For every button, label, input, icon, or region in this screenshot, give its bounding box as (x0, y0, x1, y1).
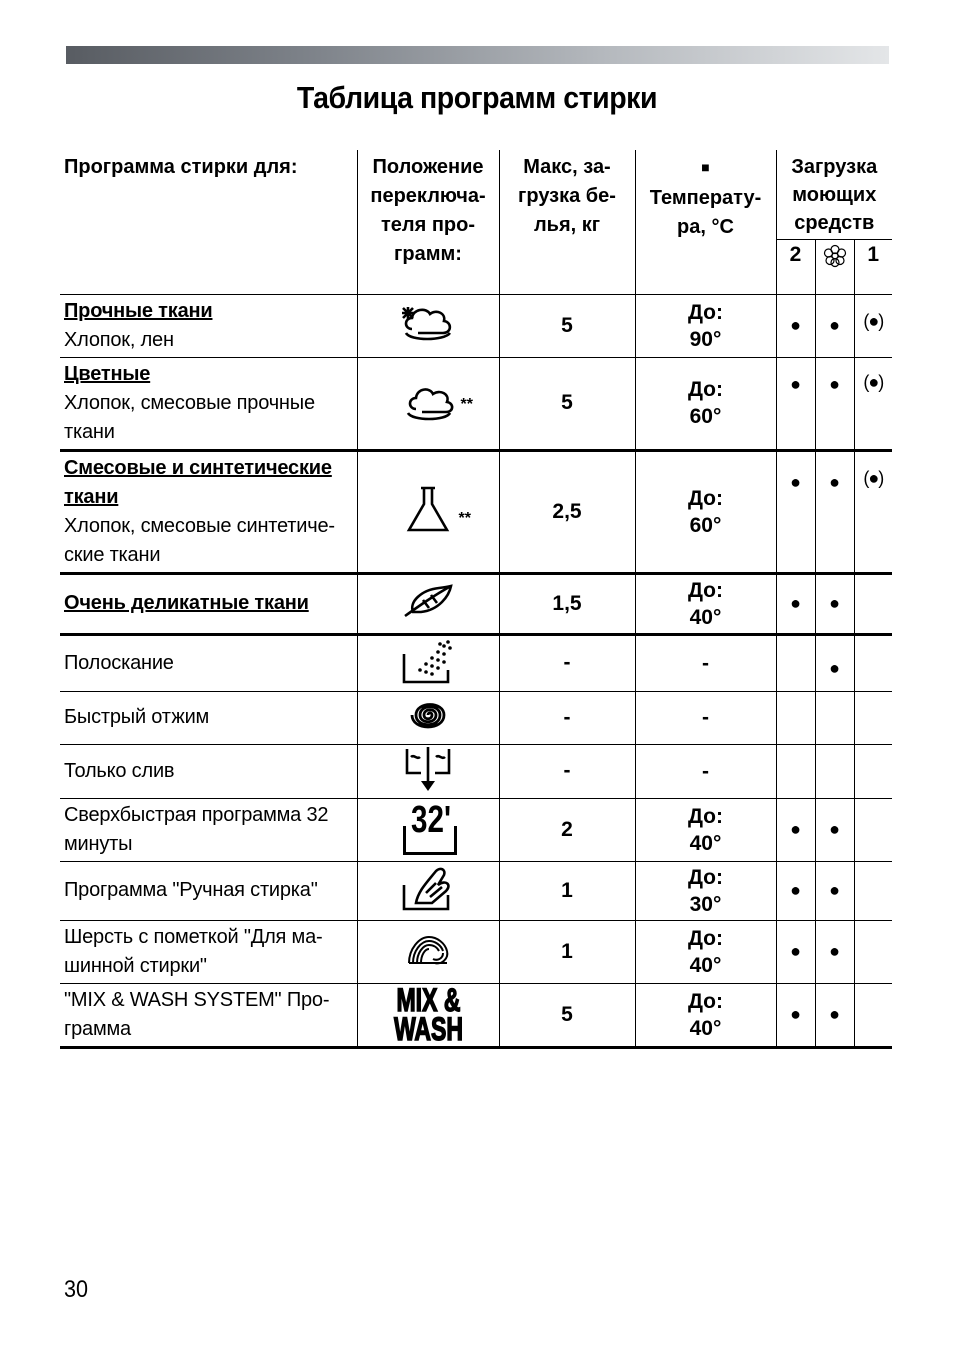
detergent-2: ● (776, 357, 815, 450)
detergent-2: ● (776, 294, 815, 357)
program-icon-cell (357, 634, 499, 691)
wool-icon (405, 929, 451, 969)
max-load: - (499, 691, 635, 744)
program-icon-cell (357, 573, 499, 634)
detergent-flower: ● (815, 450, 854, 573)
program-icon-cell (357, 450, 499, 573)
program-icon-cell (357, 357, 499, 450)
table-row (60, 573, 892, 634)
program-name: Прочные ткани Хлопок, лен (60, 294, 357, 357)
temperature: До: 30° (635, 861, 776, 920)
temperature: До: 40° (635, 920, 776, 983)
temperature: До: 60° (635, 357, 776, 450)
detergent-1 (854, 920, 892, 983)
program-name: "MIX & WASH SYSTEM" Про- грамма (60, 983, 357, 1047)
detergent-flower (815, 744, 854, 798)
max-load: 2 (499, 798, 635, 861)
max-load: 1 (499, 920, 635, 983)
temperature: До: 60° (635, 450, 776, 573)
program-name: Быстрый отжим (60, 691, 357, 744)
stars-mark: ** (458, 509, 471, 527)
detergent-1 (854, 744, 892, 798)
table-row (60, 744, 892, 798)
program-icon-cell (357, 983, 499, 1047)
table-row (60, 861, 892, 920)
detergent-flower: ● (815, 920, 854, 983)
program-name: Полоскание (60, 634, 357, 691)
detergent-2: ● (776, 573, 815, 634)
detergent-2: ● (776, 450, 815, 573)
detergent-flower: ● (815, 983, 854, 1047)
synthetic-flask-icon (403, 484, 453, 534)
detergent-1 (854, 798, 892, 861)
rinse-icon (400, 636, 456, 686)
program-icon-cell (357, 798, 499, 861)
temperature: До: 40° (635, 573, 776, 634)
quick-32-icon (401, 798, 455, 856)
max-load: 2,5 (499, 450, 635, 573)
max-load: - (499, 744, 635, 798)
cotton-colored-icon (400, 379, 456, 423)
max-load: 5 (499, 294, 635, 357)
delicate-feather-icon (399, 582, 457, 620)
program-icon-cell (357, 861, 499, 920)
spin-spiral-icon (408, 695, 448, 735)
detergent-flower: ● (815, 634, 854, 691)
page-title: Таблица программ стирки (296, 80, 658, 115)
detergent-1 (854, 691, 892, 744)
detergent-1 (854, 983, 892, 1047)
table-row (60, 634, 892, 691)
col-header-temperature: ■ Температу- ра, °С (635, 150, 776, 294)
detergent-2: ● (776, 920, 815, 983)
temperature: До: 40° (635, 798, 776, 861)
detergent-2 (776, 634, 815, 691)
detergent-2: ● (776, 861, 815, 920)
drain-icon (403, 745, 453, 793)
detergent-1: (●) (854, 357, 892, 450)
detergent-1 (854, 861, 892, 920)
detergent-2: ● (776, 983, 815, 1047)
wash-program-table (60, 150, 892, 1049)
mix-wash-icon: MIX & WASH (393, 981, 463, 1047)
max-load: 5 (499, 983, 635, 1047)
detergent-2: ● (776, 798, 815, 861)
detergent-slot-1: 1 (854, 239, 892, 294)
detergent-slot-2: 2 (776, 239, 815, 294)
detergent-1: (●) (854, 450, 892, 573)
col-header-program: Программа стирки для: (60, 150, 357, 294)
max-load: - (499, 634, 635, 691)
program-icon-cell (357, 294, 499, 357)
max-load: 1 (499, 861, 635, 920)
program-name: Сверхбыстрая программа 32 минуты (60, 798, 357, 861)
detergent-1 (854, 573, 892, 634)
detergent-flower: ● (815, 294, 854, 357)
program-icon-cell (357, 744, 499, 798)
detergent-flower (815, 691, 854, 744)
detergent-flower: ● (815, 357, 854, 450)
program-name: Только слив (60, 744, 357, 798)
hand-wash-icon (400, 863, 456, 913)
max-load: 5 (499, 357, 635, 450)
detergent-2 (776, 744, 815, 798)
table-row (60, 798, 892, 861)
table-row (60, 983, 892, 1047)
program-icon-cell (357, 691, 499, 744)
detergent-2 (776, 691, 815, 744)
table-row (60, 450, 892, 573)
program-name: Смесовые и синтетические ткани Хлопок, смесовые синтетиче- ские ткани (60, 450, 357, 573)
table-row (60, 691, 892, 744)
header-gradient-bar (66, 46, 889, 64)
detergent-1: (●) (854, 294, 892, 357)
max-load: 1,5 (499, 573, 635, 634)
temperature: - (635, 744, 776, 798)
program-name: Цветные Хлопок, смесовые прочные ткани (60, 357, 357, 450)
table-row (60, 920, 892, 983)
program-name: Очень деликатные ткани (60, 573, 357, 634)
square-mark: ■ (701, 159, 710, 175)
program-name: Программа "Ручная стирка" (60, 861, 357, 920)
temperature: - (635, 634, 776, 691)
program-name: Шерсть с пометкой "Для ма- шинной стирки" (60, 920, 357, 983)
table-row (60, 294, 892, 357)
detergent-1 (854, 634, 892, 691)
temperature: До: 40° (635, 983, 776, 1047)
detergent-flower: ● (815, 573, 854, 634)
cotton-intensive-icon (398, 301, 458, 345)
col-header-load: Макс, за- грузка бе- лья, кг (499, 150, 635, 294)
temperature: До: 90° (635, 294, 776, 357)
temperature: - (635, 691, 776, 744)
detergent-slot-flower (815, 239, 854, 294)
col-header-detergent: Загрузка моющих средств (776, 150, 892, 239)
detergent-flower: ● (815, 798, 854, 861)
stars-mark: ** (460, 395, 473, 413)
col-header-position: Положение переключа- теля про- грамм: (357, 150, 499, 294)
program-icon-cell (357, 920, 499, 983)
table-row (60, 357, 892, 450)
detergent-flower: ● (815, 861, 854, 920)
page-number: 30 (64, 1276, 89, 1303)
quick-32-label: 32' (411, 798, 452, 841)
flower-icon (822, 243, 848, 269)
